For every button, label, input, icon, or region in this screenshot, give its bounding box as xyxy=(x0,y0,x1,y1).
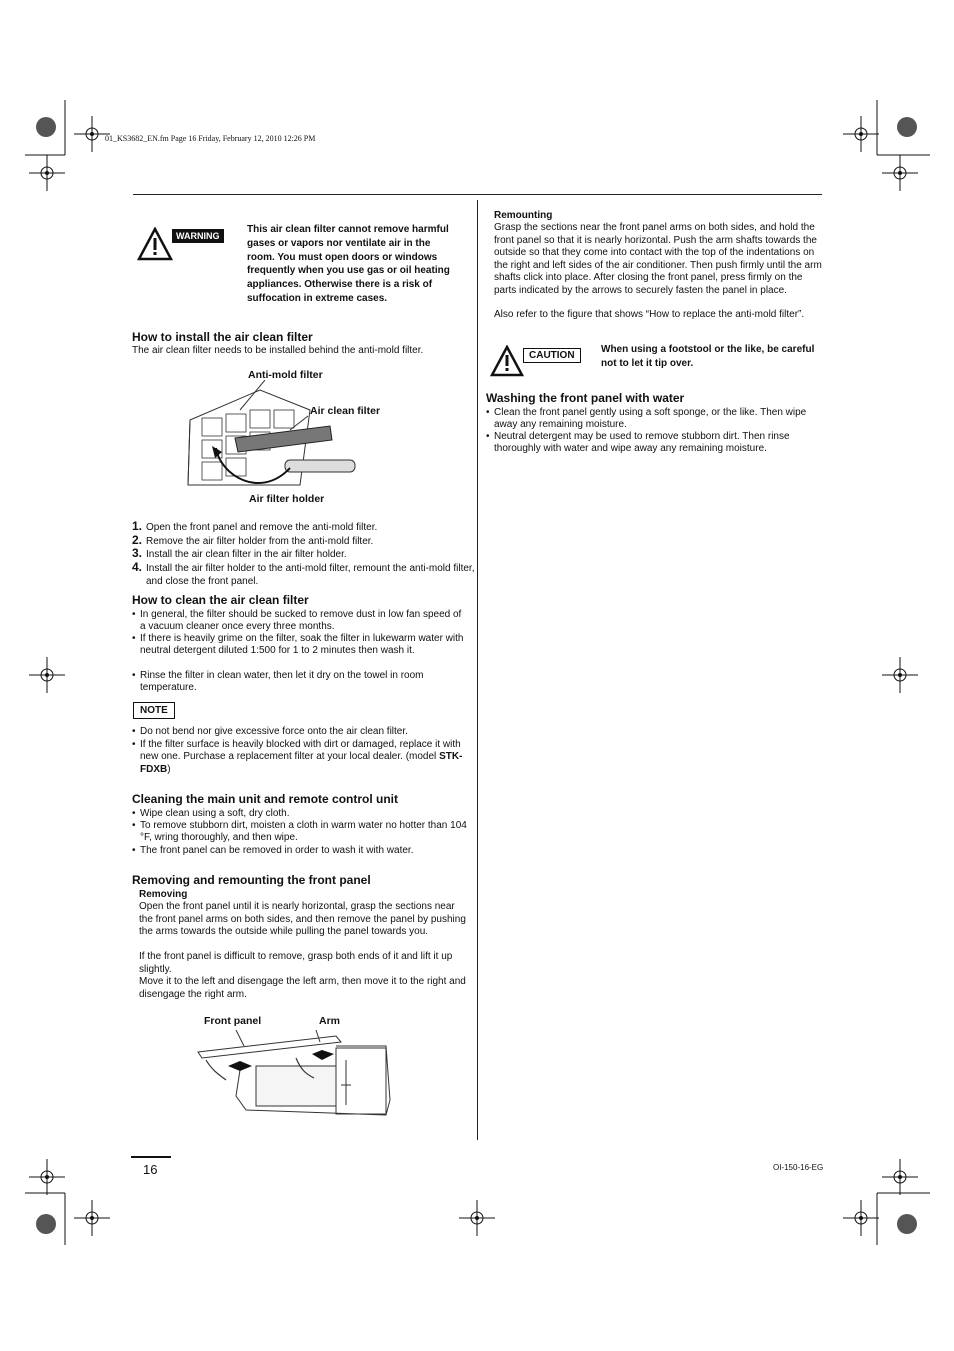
label-anti-mold: Anti-mold filter xyxy=(248,369,323,381)
file-info: 01_KS3682_EN.fm Page 16 Friday, February 12, 2010 12:26 PM xyxy=(105,134,316,143)
removing-text-3: Move it to the left and disengage the left arm, then move it to the right and disengage the right arm. xyxy=(139,976,466,1000)
clean-title: How to clean the air clean filter xyxy=(132,593,309,607)
caution-icon xyxy=(490,345,524,377)
remounting-text-2: Also refer to the figure that shows “How to replace the anti-mold filter”. xyxy=(494,309,805,320)
clean-bullet: • Rinse the filter in clean water, then let it dry on the towel in room temperature. xyxy=(132,670,468,695)
washing-bullet: • Clean the front panel gently using a soft sponge, or the like. Then wipe away any remaining moisture. xyxy=(486,407,829,432)
label-arm: Arm xyxy=(319,1015,341,1027)
remounting-title: Remounting xyxy=(494,210,553,221)
washing-bullet: • Neutral detergent may be used to remove stubborn dirt. Then rinse thoroughly with water and wipe away any remaining moisture. xyxy=(486,431,829,456)
front-panel-illustration xyxy=(196,1030,396,1120)
note-bullet: • If the filter surface is heavily blocked with dirt or damaged, replace it with new one. Purchase a replacement filter at your local dealer. (model STK-FDXB) xyxy=(132,739,472,776)
clean-bullet: • In general, the filter should be sucked to remove dust in low fan speed of a vacuum cleaner once every three months. xyxy=(132,609,468,634)
warning-text: This air clean filter cannot remove harmful gases or vapors nor ventilate air in the room. You must open doors or windows frequently when you use gas or oil heating appliances. Otherwise there is a risk of suffocation in extreme cases. xyxy=(247,224,450,304)
removing-text: Open the front panel until it is nearly horizontal, grasp the sections near the front panel arms on both sides, and then remove the panel by pushing the arms towards the outside while pulling the panel towards you. xyxy=(139,901,466,937)
page-number: 16 xyxy=(143,1162,158,1177)
install-step-2: 2. Remove the air filter holder from the anti-mold filter. xyxy=(132,533,374,547)
label-holder: Air filter holder xyxy=(249,493,325,505)
warning-badge: WARNING xyxy=(172,229,224,243)
removing-text-2: If the front panel is difficult to remove, grasp both ends of it and lift it up slightly. xyxy=(139,951,453,975)
note-bullet: • Do not bend nor give excessive force onto the air clean filter. xyxy=(132,726,470,738)
filter-illustration xyxy=(180,380,370,490)
header-rule xyxy=(133,194,822,195)
main-unit-title: Cleaning the main unit and remote control unit xyxy=(132,792,399,806)
main-unit-bullet: • To remove stubborn dirt, moisten a cloth in warm water no hotter than 104 °F, wring thoroughly, and then wipe. xyxy=(132,820,470,845)
front-panel-title: Removing and remounting the front panel xyxy=(132,873,371,887)
washing-title: Washing the front panel with water xyxy=(486,391,685,405)
remounting-text: Grasp the sections near the front panel arms on both sides, and hold the front panel so that it is nearly horizontal. Push the arm shafts towards the outside so that they come into contact with the top of the indentations on the right and left sides of the air conditioner. Then push firmly until the arm shafts click into place. After closing the front panel, press firmly on the parts indicated by the arrows to securely fasten the panel in place. xyxy=(494,222,822,296)
main-unit-bullet: • The front panel can be removed in order to wash it with water. xyxy=(132,845,470,857)
warning-icon xyxy=(137,227,173,261)
install-step-4: 4. Install the air filter holder to the anti-mold filter, remount the anti-mold filter, and close the front panel. xyxy=(132,560,475,587)
main-unit-bullet: • Wipe clean using a soft, dry cloth. xyxy=(132,808,470,820)
install-step-1: 1. Open the front panel and remove the anti-mold filter. xyxy=(132,519,378,533)
clean-bullet: • If there is heavily grime on the filter, soak the filter in lukewarm water with neutral detergent diluted 1:500 for 1 to 2 minutes then wash it. xyxy=(132,633,468,658)
footer-rule xyxy=(131,1156,171,1158)
doc-code: OI-150-16-EG xyxy=(773,1163,824,1172)
column-divider xyxy=(477,200,478,1140)
install-step-3: 3. Install the air clean filter in the air filter holder. xyxy=(132,546,347,560)
label-front-panel: Front panel xyxy=(204,1015,262,1027)
caution-badge: CAUTION xyxy=(523,348,581,363)
removing-title: Removing xyxy=(139,889,188,900)
caution-text: When using a footstool or the like, be careful not to let it tip over. xyxy=(601,344,815,369)
note-badge: NOTE xyxy=(133,702,175,719)
install-title: How to install the air clean filter xyxy=(132,330,313,344)
label-air-clean: Air clean filter xyxy=(310,405,381,417)
install-intro: The air clean filter needs to be installed behind the anti-mold filter. xyxy=(132,345,424,356)
